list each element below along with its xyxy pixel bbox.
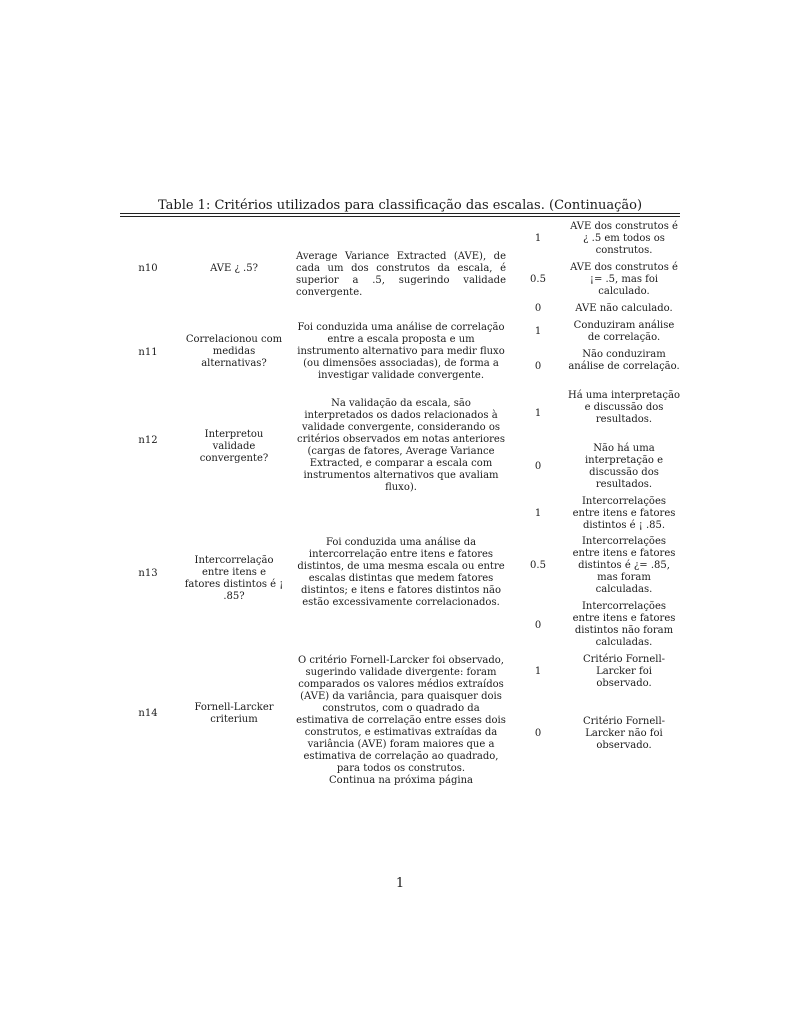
row-n10-score-3: 0: [534, 303, 542, 314]
row-n13-criterion: Intercorrelação entre itens e fatores distintos é ¡ .85?: [184, 555, 284, 602]
row-n13-score-2: 0.5: [530, 560, 546, 571]
row-n13-result-1: Intercorrelações entre itens e fatores distintos é ¡ .85.: [572, 496, 676, 531]
row-n10-result-3: AVE não calculado.: [575, 303, 673, 314]
row-n10-criterion: AVE ¿ .5?: [210, 263, 258, 274]
top-rule: [120, 213, 680, 214]
row-n11-result-2: Não conduziram análise de correlação.: [568, 349, 680, 372]
row-n12-description: Na validação da escala, são interpretados os dados relacionados à validade convergente, considerando os critérios observados em notas anteriores (cargas de fatores, Average Variance Extracted, e comparar a escala com instrumentos alternativos que avaliam fluxo).: [297, 398, 505, 493]
page-number: 1: [395, 876, 405, 891]
row-n11-id: n11: [138, 347, 158, 358]
row-n13-result-3: Intercorrelações entre itens e fatores distintos não foram calculadas.: [572, 601, 676, 648]
row-n14-score-1: 1: [534, 666, 542, 677]
table-caption: Table 1: Critérios utilizados para classificação das escalas. (Continuação): [157, 198, 643, 213]
row-n13-description: Foi conduzida uma análise da intercorrelação entre itens e fatores distintos, de uma mesma escala ou entre escalas distintas que medem fatores distintos; e itens e fatores distintos não estão excessivamente correlacionados.: [297, 537, 505, 608]
row-n11-score-2: 0: [534, 361, 542, 372]
row-n14-id: n14: [138, 708, 158, 719]
row-n13-id: n13: [138, 568, 158, 579]
row-n14-result-2: Critério Fornell-Larcker não foi observado.: [582, 716, 666, 751]
row-n11-score-1: 1: [534, 326, 542, 337]
row-n12-criterion: Interpretou validade convergente?: [199, 429, 269, 464]
row-n10-result-2: AVE dos construtos é ¡= .5, mas foi calculado.: [570, 262, 678, 297]
row-n11-description: Foi conduzida uma análise de correlação entre a escala proposta e um instrumento alternativo para medir fluxo (ou dimensões associadas), de forma a investigar validade convergente.: [297, 322, 505, 381]
row-n10-description: Average Variance Extracted (AVE), de cada um dos construtos da escala, é superior a .5, sugerindo validade convergente.: [296, 251, 506, 298]
row-n13-score-3: 0: [534, 620, 542, 631]
row-n12-result-1: Há uma interpretação e discussão dos resultados.: [568, 390, 680, 425]
row-n12-id: n12: [138, 435, 158, 446]
row-n13-score-1: 1: [534, 508, 542, 519]
row-n11-criterion: Correlacionou com medidas alternativas?: [185, 334, 283, 369]
row-n14-score-2: 0: [534, 728, 542, 739]
row-n12-score-1: 1: [534, 408, 542, 419]
row-n10-result-1: AVE dos construtos é ¿ .5 em todos os construtos.: [570, 221, 678, 256]
row-n14-description: O critério Fornell-Larcker foi observado, sugerindo validade divergente: foram comparados os valores médios extraídos (AVE) da variância, para quaisquer dois construtos, com o quadrado da estimativa de correlação entre esses dois construtos, e estimativas extraídas da variância (AVE) foram maiores que a estimativa de correlação ao quadrado, para todos os construtos.: [296, 655, 506, 774]
row-n13-result-2: Intercorrelações entre itens e fatores distintos é ¿= .85, mas foram calculadas.: [572, 536, 676, 595]
row-n10-score-1: 1: [534, 233, 542, 244]
row-n14-criterion: Fornell-Larcker criterium: [194, 702, 274, 725]
row-n10-id: n10: [138, 263, 158, 274]
row-n12-result-2: Não há uma interpretação e discussão dos resultados.: [584, 443, 664, 490]
continuation-note: Continua na próxima página: [329, 775, 473, 786]
row-n14-result-1: Critério Fornell-Larcker foi observado.: [582, 654, 666, 689]
row-n10-score-2: 0.5: [530, 274, 546, 285]
top-rule-second: [120, 216, 680, 217]
row-n11-result-1: Conduziram análise de correlação.: [573, 320, 675, 343]
row-n12-score-2: 0: [534, 461, 542, 472]
